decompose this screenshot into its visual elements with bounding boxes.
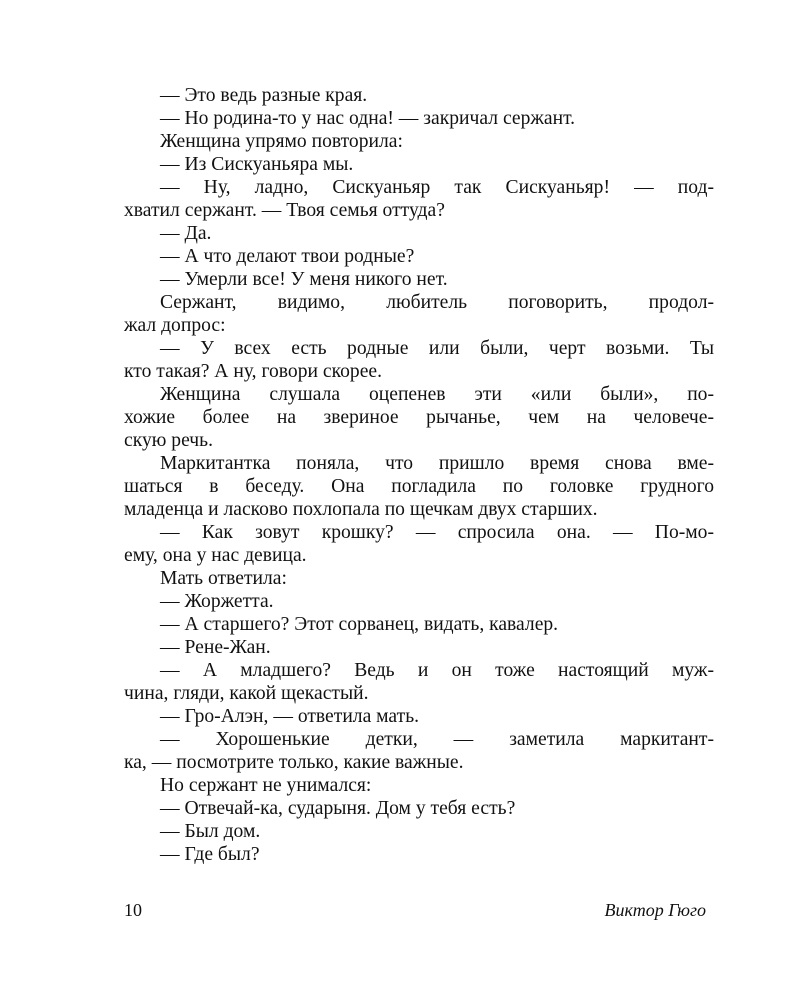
text-line: — У всех есть родные или были, черт возьми. Ты: [160, 338, 714, 359]
text-line: ему, она у нас девица.: [124, 545, 307, 566]
text-line: — Рене-Жан.: [160, 637, 271, 658]
text-line: Маркитантка поняла, что пришло время снова вме-: [160, 453, 714, 474]
text-line: — Да.: [160, 223, 212, 244]
text-line: Женщина упрямо повторила:: [160, 131, 403, 152]
text-line: хватил сержант. — Твоя семья оттуда?: [124, 200, 445, 221]
text-line: — А младшего? Ведь и он тоже настоящий муж-: [160, 660, 714, 681]
text-line: — Гро-Алэн, — ответила мать.: [160, 706, 420, 727]
text-line: — Где был?: [160, 844, 260, 865]
text-line: — Жоржетта.: [160, 591, 274, 612]
text-line: хожие более на звериное рычанье, чем на человече-: [124, 407, 714, 428]
page-footer: [124, 900, 714, 924]
body-text: [124, 84, 714, 866]
text-line: — Умерли все! У меня никого нет.: [160, 269, 448, 290]
text-line: чина, гляди, какой щекастый.: [124, 683, 369, 704]
page-number: 10: [124, 900, 142, 920]
text-line: — Был дом.: [160, 821, 261, 842]
text-line: ка, — посмотрите только, какие важные.: [124, 752, 464, 773]
text-line: Женщина слушала оцепенев эти «или были», по-: [160, 384, 714, 405]
text-line: — Из Сискуаньяра мы.: [160, 154, 354, 175]
text-line: — Как зовут крошку? — спросила она. — По-мо-: [160, 522, 714, 543]
text-line: Сержант, видимо, любитель поговорить, продол-: [160, 292, 714, 313]
text-line: — Отвечай-ка, сударыня. Дом у тебя есть?: [160, 798, 516, 819]
text-line: — А что делают твои родные?: [160, 246, 415, 267]
text-line: — Но родина-то у нас одна! — закричал сержант.: [160, 108, 576, 129]
running-author: Виктор Гюго: [604, 900, 706, 920]
text-line: — А старшего? Этот сорванец, видать, кавалер.: [160, 614, 559, 635]
text-line: Мать ответила:: [160, 568, 287, 589]
text-line: Но сержант не унимался:: [160, 775, 372, 796]
text-line: — Это ведь разные края.: [160, 85, 368, 106]
text-line: — Хорошенькие детки, — заметила маркитант-: [160, 729, 714, 750]
text-line: жал допрос:: [124, 315, 226, 336]
text-line: кто такая? А ну, говори скорее.: [124, 361, 382, 382]
text-line: шаться в беседу. Она погладила по головке грудного: [124, 476, 714, 497]
text-line: скую речь.: [124, 430, 213, 451]
text-line: младенца и ласково похлопала по щечкам двух старших.: [124, 499, 598, 520]
text-line: — Ну, ладно, Сискуаньяр так Сискуаньяр! — под-: [160, 177, 714, 198]
